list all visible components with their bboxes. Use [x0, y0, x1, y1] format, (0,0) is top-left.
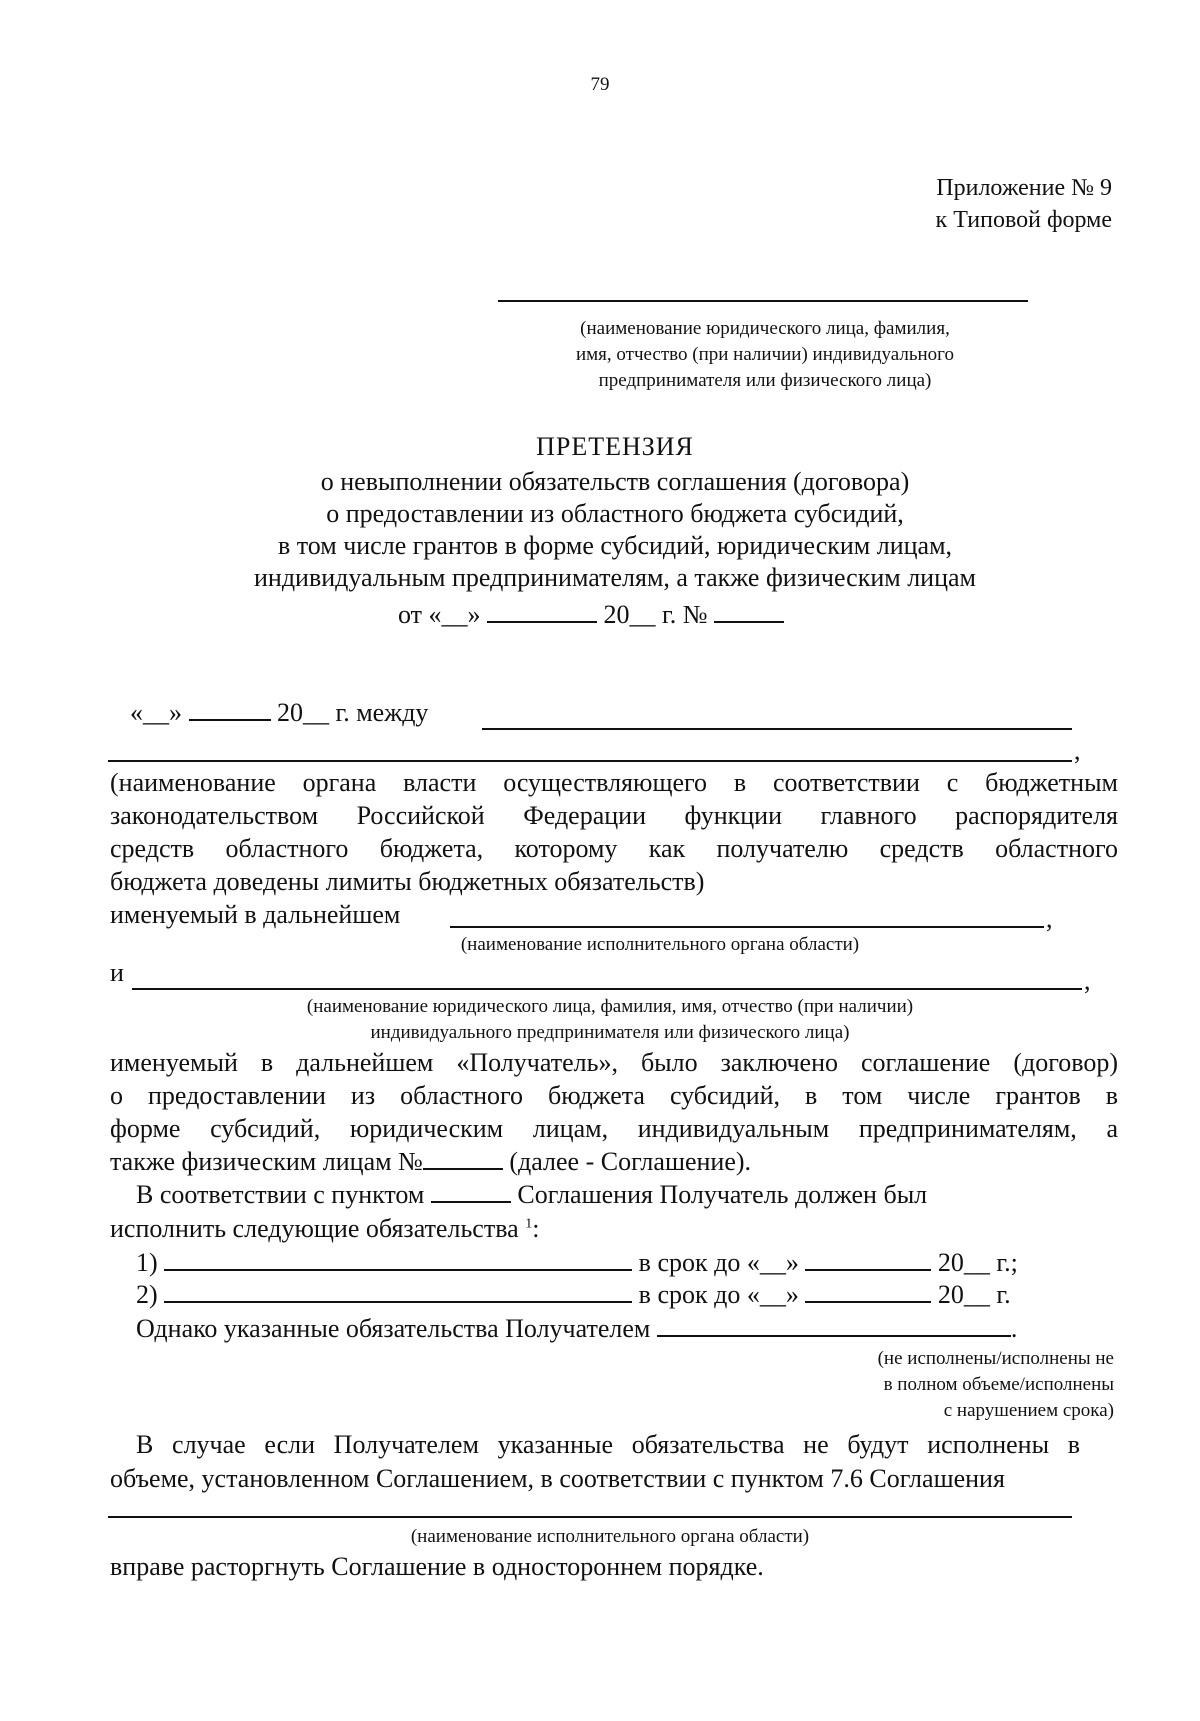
subtitle-line: в том числе грантов в форме субсидий, юридическим лицам,: [277, 531, 953, 560]
exec-organ-field-line[interactable]: [450, 926, 1044, 928]
obligation-year: 20__ г.;: [937, 1248, 1018, 1277]
claim-date-day: от «__»: [398, 600, 481, 629]
agreement-year: 20__ г. между: [277, 698, 429, 727]
obligation-term: в срок до «__»: [638, 1248, 799, 1277]
obligation-number: 1): [136, 1248, 158, 1277]
status-caption-line: (не исполнены/исполнены не: [877, 1348, 1114, 1369]
authority-caption: [110, 766, 1118, 898]
closing-line: В случае если Получателем указанные обязательства не будут исполнены в: [136, 1430, 1080, 1459]
status-field[interactable]: [657, 1315, 1011, 1337]
agreement-short-name: (далее - Соглашение).: [509, 1147, 752, 1176]
final-sentence: вправе расторгнуть Соглашение в одностороннем порядке.: [110, 1552, 764, 1581]
recipient-caption: [500, 316, 1030, 394]
agreement-day: «__»: [130, 698, 182, 727]
authority-caption-line: (наименование органа власти осуществляющего в соответствии с бюджетным: [110, 768, 1118, 797]
obligation-term: в срок до «__»: [638, 1280, 799, 1309]
comma: ,: [1074, 736, 1081, 765]
party-field-line-1[interactable]: [482, 728, 1072, 730]
document-title: ПРЕТЕНЗИЯ: [536, 432, 694, 461]
footnote-mark: 1: [525, 1216, 533, 1232]
appendix-line-1: Приложение № 9: [936, 175, 1112, 201]
concluded-paragraph: [110, 1046, 1118, 1178]
page-number: 79: [590, 74, 610, 95]
agreement-month-field[interactable]: [189, 699, 271, 721]
closing-line: объеме, установленном Соглашением, в соответствии с пунктом 7.6 Соглашения: [110, 1464, 1005, 1493]
obligation-month-field[interactable]: [805, 1249, 931, 1271]
agreement-number-field[interactable]: [423, 1148, 503, 1170]
and-word: и: [110, 958, 124, 987]
comma: ,: [1084, 966, 1091, 995]
claim-month-field[interactable]: [487, 601, 597, 623]
exec-organ-caption: (наименование исполнительного органа области): [460, 934, 860, 955]
clause-prefix: В соответствии с пунктом: [136, 1180, 425, 1209]
recipient-caption-line: предпринимателя или физического лица): [598, 370, 932, 391]
claim-date-line: [398, 600, 784, 630]
comma: ,: [1046, 904, 1053, 933]
however-line: [136, 1314, 1017, 1344]
clause-suffix: Соглашения Получатель должен был: [517, 1180, 928, 1209]
closing-paragraph: [110, 1428, 1080, 1496]
authority-caption-line: законодательством Российской Федерации функции главного распорядителя: [110, 801, 1118, 830]
obligation-text-field[interactable]: [164, 1249, 632, 1271]
agreement-date-line: [130, 698, 428, 728]
obligations-intro: [110, 1214, 539, 1244]
exec-organ-field-line-2[interactable]: [108, 1516, 1072, 1518]
agreement-number-label: также физическим лицам №: [110, 1147, 423, 1176]
status-caption-line: с нарушением срока): [943, 1400, 1114, 1421]
claim-date-year: 20__ г. №: [603, 600, 708, 629]
however-period: .: [1010, 1314, 1018, 1343]
hereinafter-label: именуемый в дальнейшем: [110, 900, 401, 929]
concluded-line: форме субсидий, юридическим лицам, индивидуальным предпринимателям, а: [110, 1114, 1118, 1143]
document-subtitle: [0, 466, 1200, 594]
subtitle-line: о предоставлении из областного бюджета субсидий,: [326, 499, 904, 528]
however-text: Однако указанные обязательства Получателем: [136, 1314, 651, 1343]
person-caption-line: индивидуального предпринимателя или физического лица): [370, 1022, 850, 1043]
obligations-colon: :: [532, 1214, 540, 1243]
authority-caption-line: средств областного бюджета, которому как получателю средств областного: [110, 834, 1118, 863]
appendix-line-2: к Типовой форме: [935, 207, 1112, 233]
subtitle-line: о невыполнении обязательств соглашения (договора): [320, 467, 910, 496]
recipient-caption-line: имя, отчество (при наличии) индивидуального: [575, 344, 955, 365]
status-caption-line: в полном объеме/исполнены: [883, 1374, 1114, 1395]
exec-organ-caption-2: (наименование исполнительного органа области): [410, 1526, 810, 1547]
concluded-line: о предоставлении из областного бюджета субсидий, в том числе грантов в: [110, 1081, 1118, 1110]
party-field-line-2[interactable]: [108, 760, 1072, 762]
obligation-year: 20__ г.: [937, 1280, 1011, 1309]
concluded-line: именуемый в дальнейшем «Получатель», было заключено соглашение (договор): [110, 1048, 1118, 1077]
obligation-month-field[interactable]: [805, 1281, 931, 1303]
recipient-party-field-line[interactable]: [132, 988, 1082, 990]
recipient-caption-line: (наименование юридического лица, фамилия,: [580, 318, 950, 339]
appendix-label: [936, 172, 1112, 236]
obligation-item: [136, 1280, 1011, 1310]
obligation-item: [136, 1248, 1018, 1278]
concluded-last-line: [110, 1145, 1118, 1178]
obligations-intro-text: исполнить следующие обязательства: [110, 1214, 519, 1243]
clause-number-field[interactable]: [431, 1181, 511, 1203]
claim-number-field[interactable]: [714, 601, 784, 623]
status-caption: [878, 1346, 1114, 1424]
obligation-text-field[interactable]: [164, 1281, 632, 1303]
subtitle-line: индивидуальным предпринимателям, а также физическим лицам: [253, 563, 976, 592]
clause-line: [136, 1180, 927, 1210]
authority-caption-line: бюджета доведены лимиты бюджетных обязательств): [110, 867, 705, 896]
recipient-field-line: [498, 300, 1028, 302]
obligation-number: 2): [136, 1280, 158, 1309]
person-caption: [180, 994, 1040, 1046]
person-caption-line: (наименование юридического лица, фамилия, имя, отчество (при наличии): [306, 996, 914, 1017]
